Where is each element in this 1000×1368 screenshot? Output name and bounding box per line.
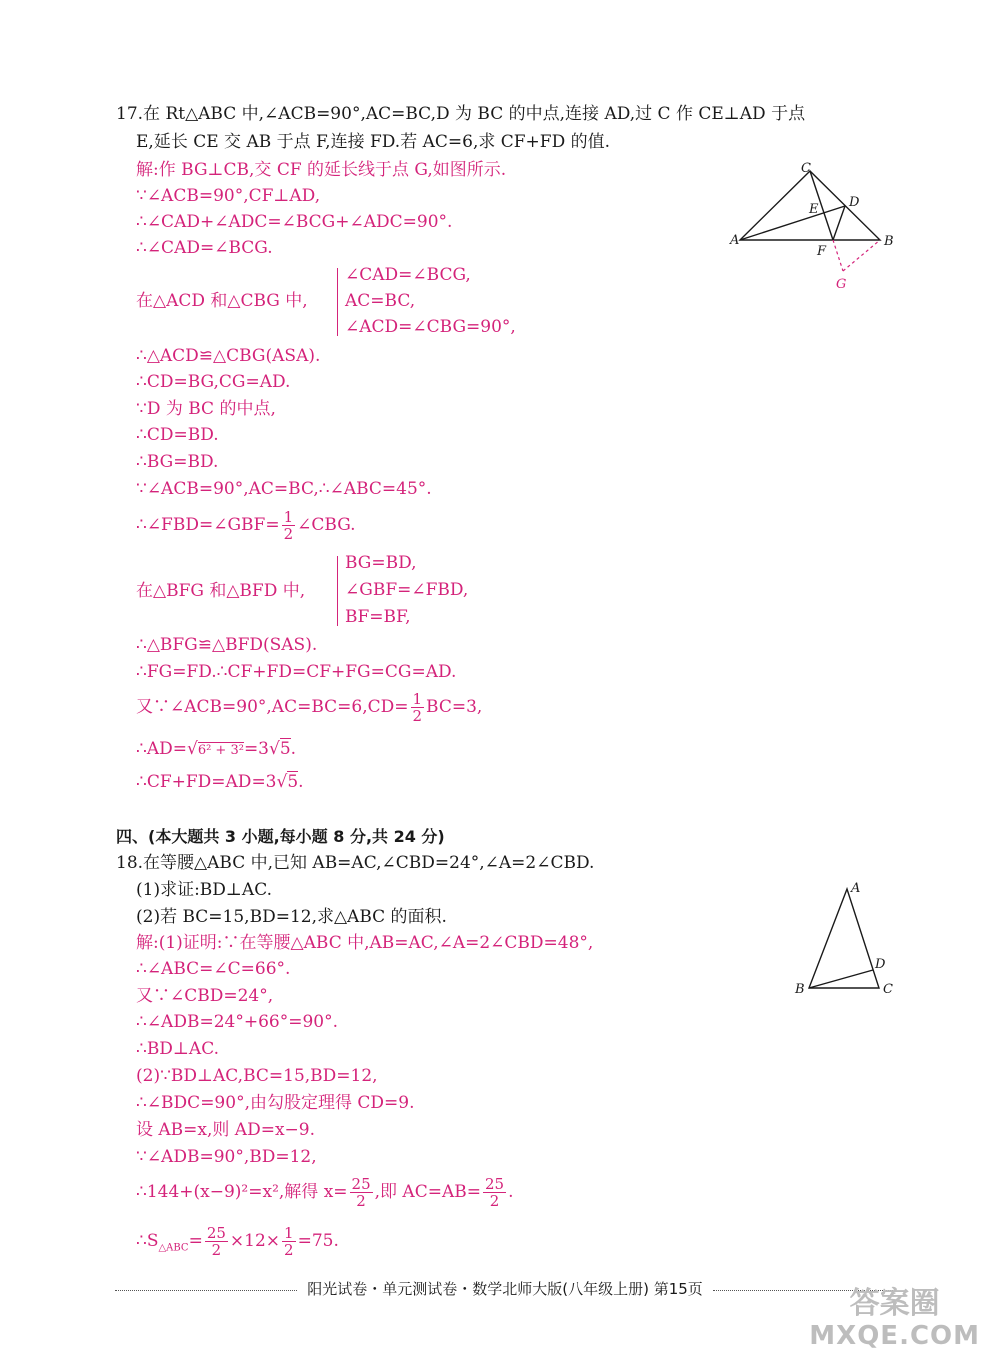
segment-bd [809, 970, 873, 988]
label-a: A [851, 881, 861, 896]
text: BC=3, [426, 697, 483, 717]
q18-equation-line [136, 1175, 513, 1209]
text: ∠CBG. [297, 515, 356, 535]
watermark-top: 答案圈 [849, 1286, 940, 1321]
q18-sol-line: ∴BD⊥AC. [136, 1039, 220, 1059]
q17-system2-line: BF=BF, [345, 607, 411, 627]
denominator: 2 [211, 1241, 222, 1259]
denominator: 2 [356, 1192, 366, 1210]
q17-final-line: ∴CF+FD=AD=3√5. [136, 772, 304, 792]
q17-figure [728, 158, 900, 298]
q18-figure [790, 876, 900, 1004]
footer-text: 阳光试卷・单元测试卷・数学北师大版(八年级上册) 第15页 [307, 1280, 703, 1298]
radicand: 5 [279, 739, 291, 759]
label-d: D [875, 957, 886, 972]
q18-sol-line: 又∵∠CBD=24°, [136, 986, 274, 1006]
q17-sol-line: ∴∠CAD+∠ADC=∠BCG+∠ADC=90°. [136, 212, 453, 232]
q17-system-prefix: 在△ACD 和△CBG 中, [136, 291, 308, 311]
q17-system-line: ∠CAD=∠BCG, [345, 265, 471, 285]
q17-sol-line: ∴△BFG≌△BFD(SAS). [136, 635, 318, 655]
text: = [188, 1231, 203, 1251]
denominator: 2 [283, 525, 294, 543]
fraction [205, 1225, 228, 1258]
numerator: 1 [283, 508, 294, 526]
text: . [508, 1182, 514, 1202]
dotted-rule [115, 1290, 297, 1291]
label-b: B [884, 234, 894, 249]
segment-fd [833, 206, 845, 240]
q18-area-line [136, 1224, 339, 1265]
text: ∴CF+FD=AD=3 [136, 772, 277, 792]
q17-sol-line: ∴CD=BG,CG=AD. [136, 372, 291, 392]
text: ∴AD= [136, 739, 187, 759]
q17-sol-line: ∴∠CAD=∠BCG. [136, 238, 273, 258]
segment-gb-dashed [843, 240, 880, 271]
q18-sol-line: ∴∠BDC=90°,由勾股定理得 CD=9. [136, 1093, 415, 1113]
text: 又∵∠ACB=90°,AC=BC=6,CD= [136, 697, 409, 717]
numerator: 1 [284, 1224, 294, 1242]
numerator: 1 [412, 690, 423, 708]
q18-statement-line3: (2)若 BC=15,BD=12,求△ABC 的面积. [136, 907, 447, 927]
label-d: D [849, 195, 860, 210]
denominator: 2 [284, 1241, 294, 1259]
text: ∴S [136, 1231, 159, 1251]
radicand: 6² + 3² [197, 743, 244, 758]
q17-system2-line: BG=BD, [345, 553, 417, 573]
q17-sol-line: 解:作 BG⊥CB,交 CF 的延长线于点 G,如图所示. [136, 160, 507, 180]
q18-statement-line2: (1)求证:BD⊥AC. [136, 880, 272, 900]
label-c: C [883, 982, 893, 997]
text: =75. [297, 1231, 339, 1251]
q18-sol-line: ∴∠ADB=24°+66°=90°. [136, 1012, 338, 1032]
q18-sol-line: (2)∵BD⊥AC,BC=15,BD=12, [136, 1066, 378, 1086]
numerator: 25 [484, 1175, 505, 1193]
segment-ad [740, 206, 845, 240]
fraction [282, 509, 296, 542]
watermark-url: MXQE.COM [809, 1321, 980, 1351]
fraction [350, 1176, 373, 1209]
q17-sol-line: ∴FG=FD.∴CF+FD=CF+FG=CG=AD. [136, 662, 457, 682]
q17-sol-line: ∵∠ACB=90°,AC=BC,∴∠ABC=45°. [136, 479, 432, 499]
q18-sol-line: 设 AB=x,则 AD=x−9. [136, 1120, 316, 1140]
section-4-header: 四、(本大题共 3 小题,每小题 8 分,共 24 分) [116, 827, 445, 846]
label-f: F [817, 244, 827, 259]
denominator: 2 [412, 707, 423, 725]
q18-sol-line: ∴∠ABC=∠C=66°. [136, 959, 291, 979]
label-b: B [795, 982, 805, 997]
label-a: A [730, 233, 740, 248]
q17-angle-line [136, 508, 356, 542]
page-footer [115, 1278, 895, 1299]
text: . [298, 772, 304, 792]
q17-sol-line: ∵∠ACB=90°,CF⊥AD, [136, 186, 321, 206]
q17-sol-line: ∴△ACD≌△CBG(ASA). [136, 346, 321, 366]
q18-sol-line: ∵∠ADB=90°,BD=12, [136, 1147, 317, 1167]
label-g: G [836, 277, 847, 292]
denominator: 2 [489, 1192, 500, 1210]
watermark-logo [809, 1288, 980, 1352]
q17-system2-line: ∠GBF=∠FBD, [345, 580, 469, 600]
segment-fg-dashed [833, 240, 843, 271]
label-e: E [809, 202, 819, 217]
q18-sol-line: 解:(1)证明:∵在等腰△ABC 中,AB=AC,∠A=2∠CBD=48°, [136, 933, 594, 953]
text: =3 [243, 739, 269, 759]
text: ,即 AC=AB= [374, 1182, 481, 1202]
fraction [282, 1225, 296, 1258]
q17-sol-line: ∴CD=BD. [136, 425, 219, 445]
q17-ad-line: ∴AD=√6² + 3²=3√5. [136, 739, 297, 759]
numerator: 25 [351, 1175, 371, 1193]
q17-statement-line2: E,延长 CE 交 AB 于点 F,连接 FD.若 AC=6,求 CF+FD 的值. [136, 132, 611, 152]
fraction [411, 691, 425, 724]
text: ×12× [229, 1231, 281, 1251]
radicand: 5 [287, 772, 299, 792]
triangle-abc [809, 889, 879, 988]
q17-statement-line1: 17.在 Rt△ABC 中,∠ACB=90°,AC=BC,D 为 BC 的中点,连接 AD,过 C 作 CE⊥AD 于点 [116, 104, 806, 124]
q18-statement-line1: 18.在等腰△ABC 中,已知 AB=AC,∠CBD=24°,∠A=2∠CBD. [116, 853, 595, 873]
q17-sol-line: ∵D 为 BC 的中点, [136, 399, 276, 419]
q17-sol-line: ∴BG=BD. [136, 452, 219, 472]
q17-also-line [136, 690, 482, 724]
numerator: 25 [206, 1224, 226, 1242]
text: ∴144+(x−9)²=x²,解得 x= [136, 1182, 348, 1202]
q17-system2-prefix: 在△BFG 和△BFD 中, [136, 581, 306, 601]
q17-system-line: AC=BC, [345, 291, 416, 311]
q17-system-line: ∠ACD=∠CBG=90°, [345, 317, 516, 337]
text: ∴∠FBD=∠GBF= [136, 515, 280, 535]
subscript: △ABC [158, 1242, 189, 1254]
fraction [483, 1176, 506, 1209]
label-c: C [801, 161, 811, 176]
text: . [290, 739, 297, 759]
